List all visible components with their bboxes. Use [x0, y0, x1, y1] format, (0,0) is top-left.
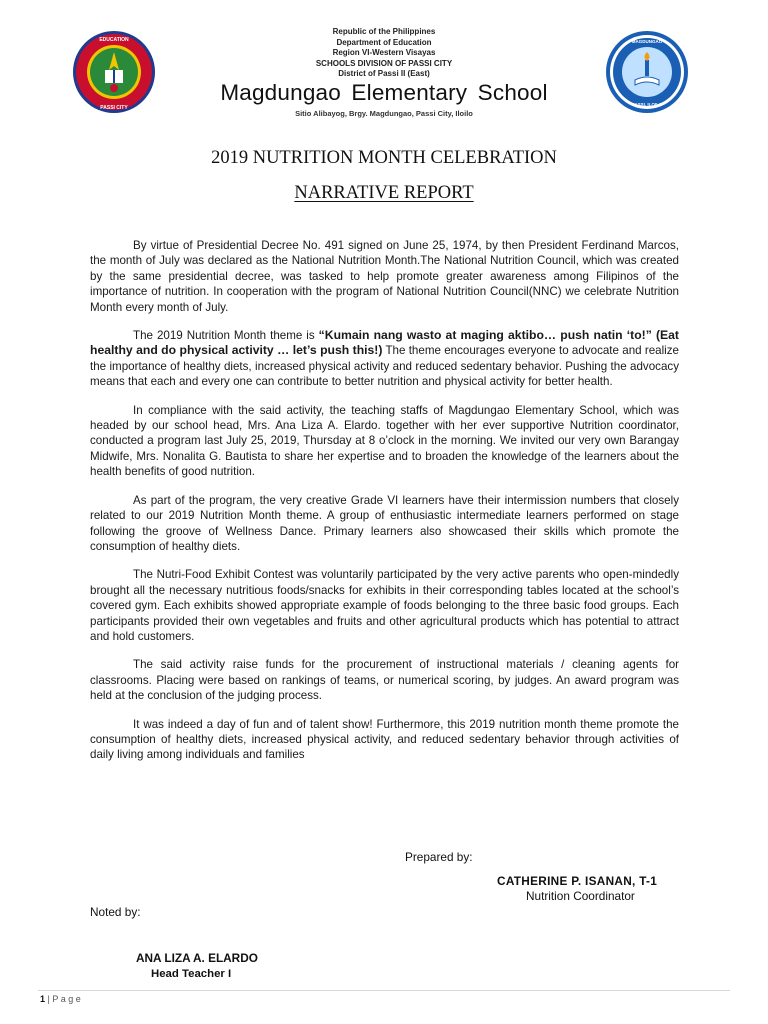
nutrition-theme: “Kumain nang wasto at maging aktibo… push natin ‘to!” (Eat healthy and do physical activity … let’s push this!) — [90, 328, 679, 358]
page-footer — [40, 994, 81, 1004]
paragraph-7: It was indeed a day of fun and of talent show! Furthermore, this 2019 nutrition month theme promote the consumption of healthy diets, increased physical activity, and reduced sedentary behavior through activities of daily living among individuals and families — [90, 717, 679, 762]
school-address: Sitio Alibayog, Brgy. Magdungao, Passi City, Iloilo — [295, 109, 473, 118]
svg-text:MAGDUNGAO: MAGDUNGAO — [631, 39, 663, 44]
report-subtitle: NARRATIVE REPORT — [294, 183, 474, 203]
letterhead-line: District of Passi II (East) — [338, 69, 430, 78]
letterhead-line: SCHOOLS DIVISION OF PASSI CITY — [315, 58, 453, 68]
letterhead-line: Region VI-Western Visayas — [332, 48, 436, 57]
paragraph-5: The Nutri-Food Exhibit Contest was voluntarily participated by the very active parents who open-mindedly brought all the necessary nutritious foods/snacks for exhibits in their corresponding tables located at the school’s covered gym. Each exhibits showed appropriate example of foods belonging to the three basic food groups. Each participants provided their own vegetables and fruits and other agricultural products which has potential to attract and hold customers. — [90, 568, 679, 643]
report-body — [90, 238, 679, 776]
letterhead-line: Department of Education — [336, 37, 432, 47]
svg-text:PASSI CITY: PASSI CITY — [100, 105, 128, 111]
footer-divider — [38, 990, 730, 991]
page-separator: | — [45, 994, 53, 1004]
noter-role: Head Teacher I — [151, 968, 232, 980]
prepared-by-label: Prepared by: — [405, 850, 473, 864]
letterhead-line: Republic of the Philippines — [332, 27, 436, 36]
paragraph-2-rest: The theme encourages everyone to advocate and realize the importance of healthy diets, increased physical activity and reduced sedentary behavior. Pushing the advocacy means that each and every one can contribute to better nutrition and physical activity for better health. — [90, 344, 679, 389]
svg-text:EDUCATION: EDUCATION — [99, 37, 129, 43]
page-word: P a g e — [52, 994, 81, 1004]
svg-text:PASSI, ILOILO: PASSI, ILOILO — [631, 102, 663, 107]
noted-by-label: Noted by: — [90, 905, 141, 919]
paragraph-2-intro: The 2019 Nutrition Month theme is — [133, 329, 319, 343]
paragraph-4: As part of the program, the very creative Grade VI learners have their intermission numbers that closely related to our 2019 Nutrition Month theme. A group of enthusiastic intermediate learners performed on stage following the groove of Wellness Dance. Primary learners also showcased their skills which promote the consumption of healthy diets. — [90, 493, 679, 553]
school-name — [0, 80, 768, 106]
paragraph-2 — [90, 328, 679, 390]
school-name-text: Magdungao Elementary School — [220, 80, 548, 105]
page-number: 1 — [40, 994, 46, 1004]
paragraph-6: The said activity raise funds for the procurement of instructional materials / cleaning agents for classrooms. Placing were based on rankings of teams, or numerical scoring, by judges. An award program was held at the conclusion of the judging process. — [90, 658, 679, 703]
paragraph-3: In compliance with the said activity, the teaching staffs of Magdungao Elementary School, which was headed by our school head, Mrs. Ana Liza A. Elardo. together with her ever supportive Nutrition coordinator, conducted a program last July 25, 2019, Thursday at 8 o’clock in the morning. We invited our very own Barangay Midwife, Mrs. Nonalita G. Bautista to share her expertise and to broaden the knowledge of the learners about the health benefits of good nutrition. — [90, 403, 679, 479]
preparer-role: Nutrition Coordinator — [526, 889, 635, 903]
paragraph-1: By virtue of Presidential Decree No. 491 signed on June 25, 1974, by then President Ferdinand Marcos, the month of July was declared as the National Nutrition Month.The National Nutrition Council, which was created by the same presidential decree, was tasked to help promote greater awareness among Filipinos of the importance of nutrition. In cooperation with the program of National Nutrition Council(NNC) we celebrate Nutrition Month every month of July. — [90, 239, 679, 314]
report-title: 2019 NUTRITION MONTH CELEBRATION — [211, 148, 557, 168]
noter-name: ANA LIZA A. ELARDO — [136, 951, 258, 965]
letterhead — [0, 27, 768, 80]
preparer-name: CATHERINE P. ISANAN, T-1 — [497, 874, 658, 888]
